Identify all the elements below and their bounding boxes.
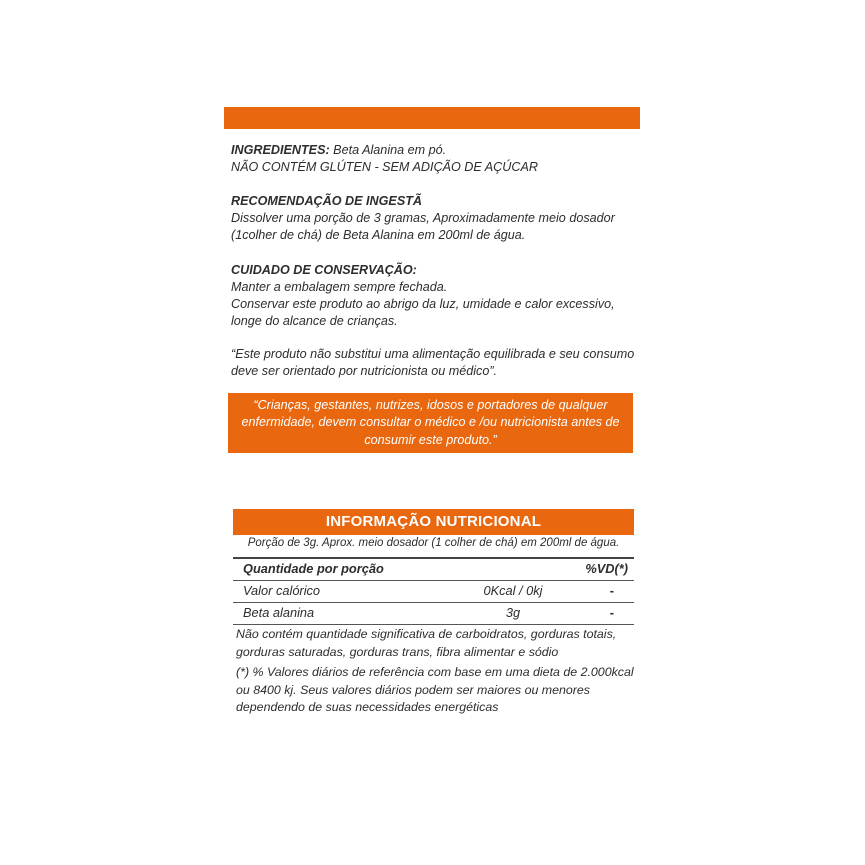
nutrition-note-line: Não contém quantidade significativa de carboidratos, gorduras totais, — [236, 627, 617, 641]
row-vd: - — [609, 605, 614, 620]
ingredients-section — [231, 142, 538, 176]
recommendation-line: (1colher de chá) de Beta Alanina em 200ml de água. — [231, 228, 526, 242]
nutrition-title: INFORMAÇÃO NUTRICIONAL — [233, 509, 634, 535]
top-accent-bar — [224, 107, 640, 129]
row-name: Valor calórico — [243, 583, 321, 598]
nutrition-note-line: gorduras saturadas, gorduras trans, fibra alimentar e sódio — [236, 644, 559, 659]
warning-line: enfermidade, devem consultar o médico e /ou nutricionista antes de — [241, 415, 620, 430]
ingredients-gluten-note: NÃO CONTÉM GLÚTEN - SEM ADIÇÃO DE AÇÚCAR — [231, 160, 538, 174]
row-vd: - — [609, 583, 614, 598]
header-quantity: Quantidade por porção — [243, 561, 384, 576]
disclaimer-section — [231, 346, 634, 380]
row-amount: 0Kcal / 0kj — [483, 583, 543, 598]
care-title: CUIDADO DE CONSERVAÇÃO: — [231, 263, 417, 277]
nutrition-note — [236, 626, 616, 661]
header-vd: %VD(*) — [585, 561, 628, 576]
table-row — [233, 602, 634, 625]
warning-line: “Crianças, gestantes, nutrizes, idosos e portadores de qualquer — [253, 397, 608, 412]
nutrition-table — [233, 557, 634, 625]
recommendation-section — [231, 193, 615, 244]
disclaimer-line: “Este produto não substitui uma alimentação equilibrada e seu consumo — [231, 347, 635, 361]
care-line: Manter a embalagem sempre fechada. — [231, 280, 448, 294]
warning-line: consumir este produto.” — [364, 432, 497, 447]
care-line: longe do alcance de crianças. — [231, 314, 398, 328]
care-line: Conservar este produto ao abrigo da luz, umidade e calor excessivo, — [231, 297, 615, 311]
nutrition-portion: Porção de 3g. Aprox. meio dosador (1 colher de chá) em 200ml de água. — [247, 537, 620, 549]
recommendation-line: Dissolver uma porção de 3 gramas, Aproximadamente meio dosador — [231, 211, 615, 225]
nutrition-table-header — [233, 557, 634, 580]
daily-value-line: ou 8400 kj. Seus valores diários podem ser maiores ou menores — [236, 682, 591, 697]
care-section — [231, 262, 615, 330]
warning-box — [228, 393, 633, 453]
row-name: Beta alanina — [243, 605, 315, 620]
table-row — [233, 580, 634, 602]
disclaimer-line: deve ser orientado por nutricionista ou médico”. — [231, 364, 498, 378]
daily-value-line: (*) % Valores diários de referência com base em uma dieta de 2.000kcal — [236, 665, 634, 679]
ingredients-line — [231, 142, 538, 159]
ingredients-label: INGREDIENTES: — [231, 143, 330, 157]
ingredients-value: Beta Alanina em pó. — [329, 143, 447, 157]
daily-value-note — [236, 664, 634, 717]
row-amount: 3g — [505, 605, 521, 620]
daily-value-line: dependendo de suas necessidades energéticas — [236, 700, 499, 714]
recommendation-title: RECOMENDAÇÃO DE INGESTÃ — [231, 194, 423, 208]
